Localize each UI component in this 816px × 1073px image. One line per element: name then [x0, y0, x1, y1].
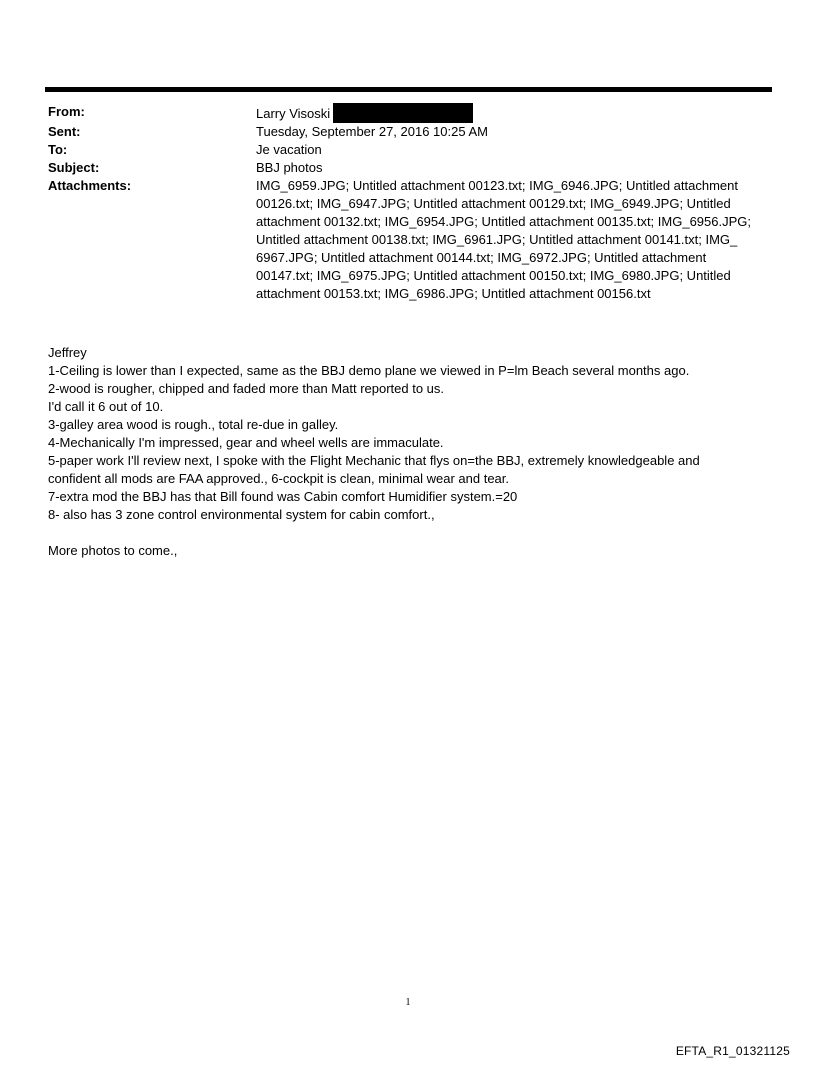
sent-label: Sent: — [48, 124, 81, 139]
from-value-container — [256, 103, 768, 123]
email-header — [48, 103, 768, 303]
attachments-line: attachment 00153.txt; IMG_6986.JPG; Untitled attachment 00156.txt — [256, 286, 651, 301]
attachments-row — [48, 177, 768, 303]
body-line: I'd call it 6 out of 10. — [48, 399, 164, 414]
email-body — [48, 344, 768, 560]
greeting: Jeffrey — [48, 345, 87, 360]
from-label: From: — [48, 104, 85, 119]
sent-row — [48, 123, 768, 141]
body-line: 3-galley area wood is rough., total re-due in galley. — [48, 417, 339, 432]
attachments-line: Untitled attachment 00138.txt; IMG_6961.JPG; Untitled attachment 00141.txt; IMG_ — [256, 232, 738, 247]
attachments-line: 00126.txt; IMG_6947.JPG; Untitled attachment 00129.txt; IMG_6949.JPG; Untitled — [256, 196, 731, 211]
closing-line: More photos to come., — [48, 543, 178, 558]
header-divider — [45, 87, 772, 92]
body-line: 8- also has 3 zone control environmental system for cabin comfort., — [48, 507, 435, 522]
body-line: 7-extra mod the BBJ has that Bill found was Cabin comfort Humidifier system.=20 — [48, 489, 518, 504]
subject-row — [48, 159, 768, 177]
attachments-label: Attachments: — [48, 178, 132, 193]
attachments-line: IMG_6959.JPG; Untitled attachment 00123.txt; IMG_6946.JPG; Untitled attachment — [256, 178, 738, 193]
attachments-line: 00147.txt; IMG_6975.JPG; Untitled attachment 00150.txt; IMG_6980.JPG; Untitled — [256, 268, 731, 283]
subject-value: BBJ photos — [256, 160, 323, 175]
sent-value: Tuesday, September 27, 2016 10:25 AM — [256, 124, 488, 139]
body-line: 2-wood is rougher, chipped and faded more than Matt reported to us. — [48, 381, 445, 396]
attachments-list — [256, 177, 768, 303]
to-value: Je vacation — [256, 142, 322, 157]
body-line: confident all mods are FAA approved., 6-cockpit is clean, minimal wear and tear. — [48, 471, 510, 486]
page-number: 1 — [405, 997, 411, 1008]
attachments-line: 6967.JPG; Untitled attachment 00144.txt; IMG_6972.JPG; Untitled attachment — [256, 250, 707, 265]
body-line: 5-paper work I'll review next, I spoke with the Flight Mechanic that flys on=the BBJ, extremely knowledgeable and — [48, 453, 700, 468]
redaction-box — [333, 103, 473, 123]
from-value: Larry Visoski — [256, 106, 331, 121]
document-id: EFTA_R1_01321125 — [675, 1044, 790, 1058]
body-line: 1-Ceiling is lower than I expected, same as the BBJ demo plane we viewed in P=lm Beach several months ago. — [48, 363, 690, 378]
to-row — [48, 141, 768, 159]
attachments-line: attachment 00132.txt; IMG_6954.JPG; Untitled attachment 00135.txt; IMG_6956.JPG; — [256, 214, 751, 229]
paragraph-spacer — [48, 524, 768, 542]
from-row — [48, 103, 768, 123]
body-line: 4-Mechanically I'm impressed, gear and wheel wells are immaculate. — [48, 435, 444, 450]
to-label: To: — [48, 142, 68, 157]
subject-label: Subject: — [48, 160, 100, 175]
